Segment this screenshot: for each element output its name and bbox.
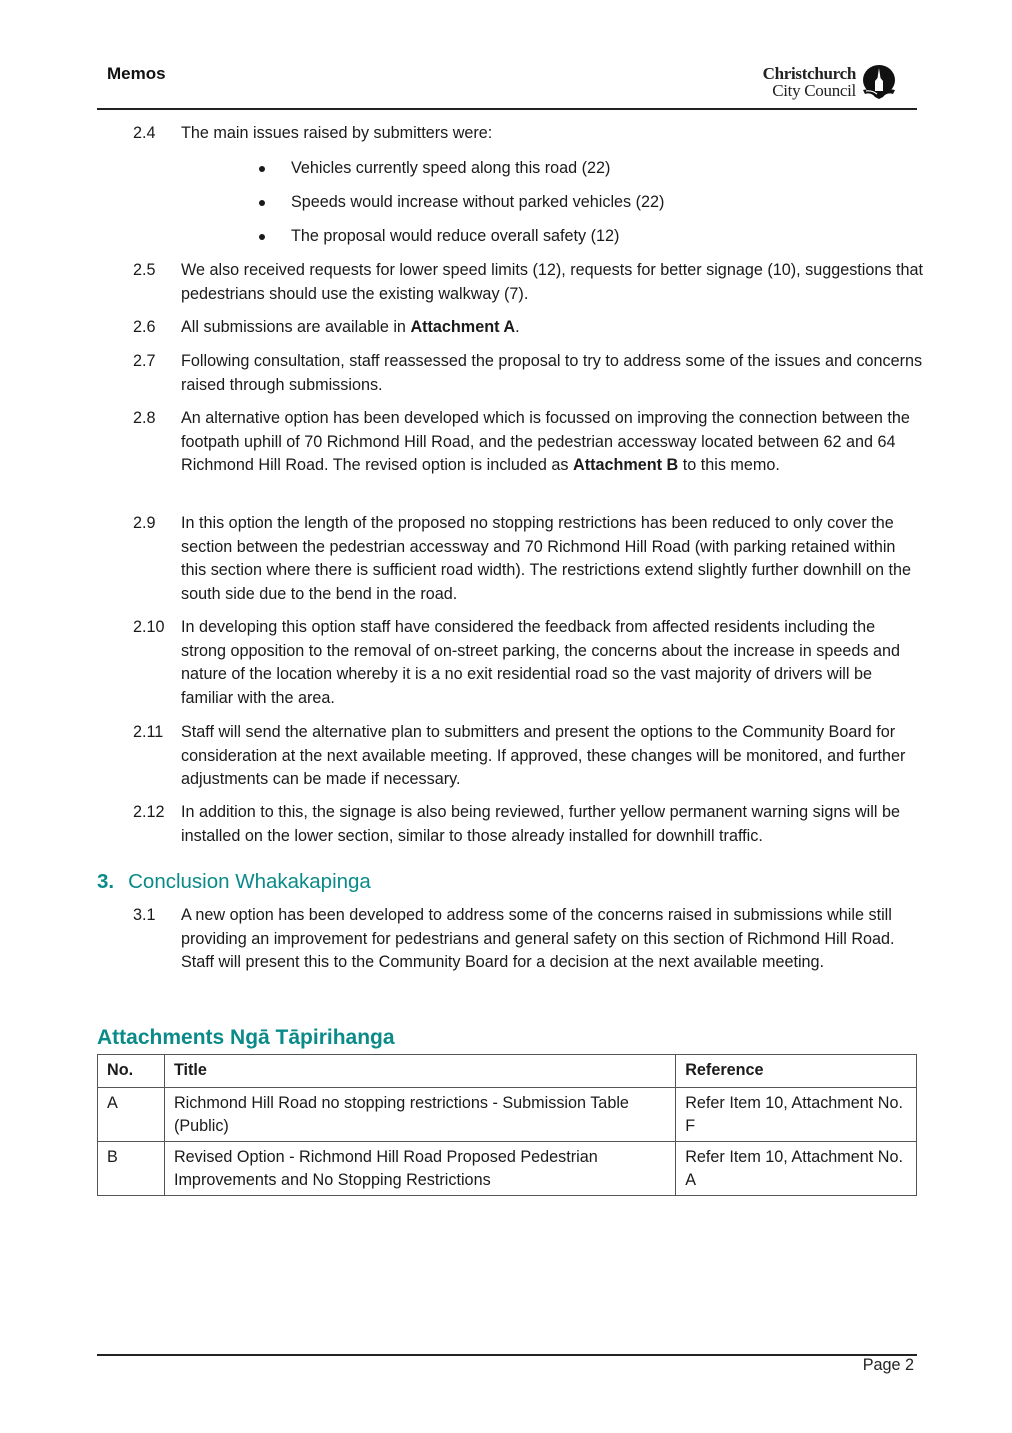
paragraph-number: 2.8: [133, 409, 156, 427]
paragraph-2-6: [133, 316, 923, 340]
paragraph-2-7: [133, 350, 923, 397]
paragraph-text: Staff will send the alternative plan to submitters and present the options to the Community Board for consideration at the next available meeting. If approved, these changes will be monitored, and further adjustments can be made if necessary.: [181, 723, 906, 788]
paragraph-number: 2.10: [133, 618, 165, 636]
cell-reference: Refer Item 10, Attachment No. A: [676, 1141, 917, 1195]
cell-title: Richmond Hill Road no stopping restrictions - Submission Table (Public): [164, 1087, 675, 1141]
paragraph-number: 2.6: [133, 318, 156, 336]
bullet-icon: [259, 166, 265, 172]
paragraph-3-1: [133, 904, 923, 975]
attachment-reference: Attachment B: [573, 456, 679, 474]
bullet-icon: [259, 234, 265, 240]
logo-line-1: Christchurch: [762, 64, 856, 83]
paragraph-number: 2.4: [133, 124, 156, 142]
paragraph-number: 3.1: [133, 906, 156, 924]
attachment-reference: Attachment A: [410, 318, 516, 336]
cell-title: Revised Option - Richmond Hill Road Proposed Pedestrian Improvements and No Stopping Restrictions: [164, 1141, 675, 1195]
christchurch-cathedral-logo-icon: [861, 64, 897, 100]
table-header-row: [98, 1055, 917, 1088]
bullet-text: Speeds would increase without parked vehicles (22): [291, 193, 665, 211]
section-heading-conclusion: [97, 870, 371, 894]
council-logo: [763, 62, 897, 102]
bullet-item: [259, 225, 859, 249]
section-title: Conclusion Whakakapinga: [128, 870, 371, 893]
paragraph-text: We also received requests for lower speed limits (12), requests for better signage (10), suggestions that pedestrians should use the existing walkway (7).: [181, 261, 923, 303]
logo-line-2: City Council: [772, 81, 856, 100]
column-header-no: No.: [98, 1055, 165, 1088]
paragraph-2-8: [133, 407, 923, 478]
logo-text: [763, 65, 856, 99]
bullet-item: [259, 157, 859, 181]
page-footer: [97, 1354, 917, 1374]
paragraph-number: 2.9: [133, 514, 156, 532]
table-row: [98, 1087, 917, 1141]
bullet-text: The proposal would reduce overall safety (12): [291, 227, 620, 245]
page-header: [97, 58, 917, 110]
text-run: An alternative option has been developed which is focussed on improving the connection between the footpath uphill of 70 Richmond Hill Road, and the pedestrian accessway located between 62 and 64 Richmond Hill Road. The revised option is included as: [181, 409, 910, 474]
column-header-reference: Reference: [676, 1055, 917, 1088]
header-title: Memos: [107, 64, 166, 83]
text-run: to this memo.: [678, 456, 780, 474]
paragraph-2-5: [133, 259, 923, 306]
paragraph-number: 2.12: [133, 803, 165, 821]
cell-no: A: [98, 1087, 165, 1141]
attachments-table: [97, 1054, 917, 1196]
attachments-heading: Attachments Ngā Tāpirihanga: [97, 1026, 395, 1049]
paragraph-number: 2.7: [133, 352, 156, 370]
paragraph-text: A new option has been developed to address some of the concerns raised in submissions while still providing an improvement for pedestrians and general safety on this section of Richmond Hill Road. Staff will present this to the Community Board for a decision at the next available meeting.: [181, 906, 895, 971]
paragraph-text: Following consultation, staff reassessed the proposal to try to address some of the issues and concerns raised through submissions.: [181, 352, 923, 394]
text-run: All submissions are available in: [181, 318, 411, 336]
column-header-title: Title: [164, 1055, 675, 1088]
paragraph-2-12: [133, 801, 923, 848]
paragraph-text: In this option the length of the proposed no stopping restrictions has been reduced to only cover the section between the pedestrian accessway and 70 Richmond Hill Road (with parking retained within this section where there is sufficient road width). The restrictions extend slightly further downhill on the south side due to the bend in the road.: [181, 514, 912, 603]
paragraph-2-11: [133, 721, 923, 792]
cell-no: B: [98, 1141, 165, 1195]
text-run: .: [515, 318, 520, 336]
paragraph-text: [181, 407, 923, 478]
paragraph-2-10: [133, 616, 923, 710]
paragraph-2-4: [133, 122, 923, 146]
bullet-icon: [259, 200, 265, 206]
bullet-item: [259, 191, 859, 215]
table-row: [98, 1141, 917, 1195]
paragraph-number: 2.5: [133, 261, 156, 279]
paragraph-2-9: [133, 512, 923, 606]
paragraph-text: In addition to this, the signage is also being reviewed, further yellow permanent warning signs will be installed on the lower section, similar to those already installed for downhill traffic.: [181, 803, 900, 845]
paragraph-text: In developing this option staff have considered the feedback from affected residents including the strong opposition to the removal of on-street parking, the concerns about the increase in speeds and nature of the location whereby it is a no exit residential road so the vast majority of drivers will be familiar with the area.: [181, 618, 900, 707]
cell-reference: Refer Item 10, Attachment No. F: [676, 1087, 917, 1141]
bullet-text: Vehicles currently speed along this road (22): [291, 159, 611, 177]
section-number: 3.: [97, 870, 115, 893]
paragraph-text: The main issues raised by submitters were:: [181, 124, 493, 142]
paragraph-text: [181, 316, 923, 340]
paragraph-number: 2.11: [133, 723, 164, 741]
page-number: Page 2: [862, 1356, 914, 1374]
